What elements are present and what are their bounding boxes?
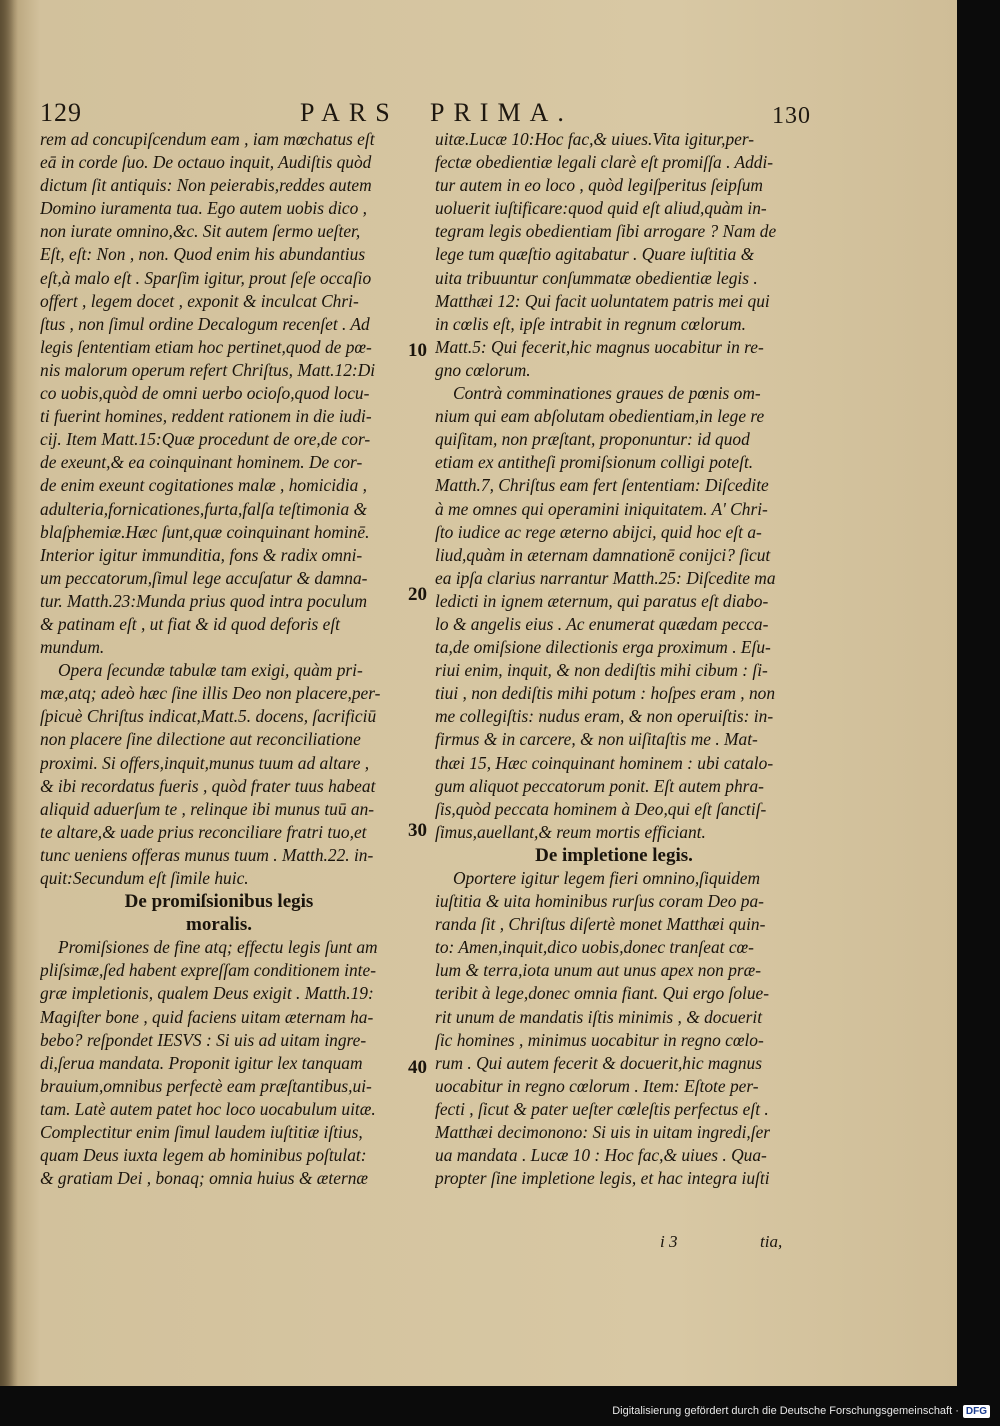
text-line: Domino iuramenta tua. Ego autem uobis dico , [40,198,368,219]
text-line: quam Deus iuxta legem ab hominibus poſtulat: [40,1145,367,1166]
footer-text: Digitalisierung gefördert durch die Deutsche Forschungsgemeinschaft · [612,1405,959,1417]
text-line: etiam ex antitheſi promiſsionum colligi poteſt. [435,452,754,473]
text-line: thæi 15, Hæc coinquinant hominem : ubi catalo- [435,752,774,773]
text-line: græ impletionis, qualem Deus exigit . Matth.19: [40,983,374,1004]
text-line: gum aliquot peccatorum ponit. Eſt autem phra- [435,775,764,796]
text-line: ſimus,auellant,& reum mortis efficiant. [435,821,706,842]
text-line: non iurate omnino,&c. Sit autem ſermo ueſter, [40,221,361,242]
text-line: tur autem in eo loco , quòd legiſperitus ſeipſum [435,175,763,196]
text-line: Matth.7, Chriſtus eam fert ſententiam: Diſcedite [435,475,769,496]
page-number-left: 129 [40,98,82,127]
text-line: uocabitur in regno cœlorum . Item: Eſtote per- [435,1075,759,1096]
text-line: de enim exeunt cogitationes malæ , homicidia , [40,475,367,496]
text-line: tunc ueniens offeras munus tuum . Matth.22. in- [40,844,374,865]
signature-mark: i 3 [660,1232,678,1251]
text-line: mundum. [40,637,105,658]
catchword: tia, [760,1232,783,1251]
left-text-column [40,128,398,1190]
dfg-logo: DFG [963,1405,990,1418]
text-line: bebo? reſpondet IESVS : Si uis ad uitam ingre- [40,1029,367,1050]
text-line: iuſtitia & uita hominibus rurſus coram Deo pa- [435,891,764,912]
running-title-right: PRIMA. [430,98,573,127]
text-line: brauium,omnibus perfectè eam præſtantibus,ui- [40,1075,372,1096]
text-line: randa ſit , Chriſtus diſertè monet Matthæi quin- [435,914,766,935]
text-line: mæ,atq; adeò hæc ſine illis Deo non placere,per- [40,683,381,704]
text-line: um peccatorum,ſimul lege accuſatur & damna- [40,567,368,588]
text-line: à me omnes qui operamini iniquitatem. A' Chri- [435,498,768,519]
text-line: & ibi recordatus fueris , quòd frater tuus habeat [40,775,376,796]
right-text-column [435,128,793,1190]
text-line: ſtus , non ſimul ordine Decalogum recenſet . Ad [40,313,370,334]
running-title-left: PARS [300,98,399,127]
text-line: cij. Item Matt.15:Quæ procedunt de ore,de cor- [40,429,371,450]
text-line: propter ſine impletione legis, et hac integra iuſti [435,1168,770,1189]
text-line: Promiſsiones de fine atq; effectu legis ſunt am [58,937,378,958]
text-line: ta,de omiſsione dilectionis erga proximum . Eſu- [435,637,771,658]
text-line: blaſphemiæ.Hæc ſunt,quæ coinquinant hominē. [40,521,370,542]
text-line: lo & angelis eius . Ac enumerat quædam pecca- [435,613,769,634]
text-line: Opera ſecundæ tabulæ tam exigi, quàm pri- [58,660,363,681]
text-line: de exeunt,& ea coinquinant hominem. De cor- [40,452,363,473]
text-line: rum . Qui autem fecerit & docuerit,hic magnus [435,1052,762,1073]
text-line: ledicti in ignem æternum, qui paratus eſt diabo- [435,590,769,611]
text-line: fectæ obedientiæ legali clarè eſt promiſſa . Addi- [435,152,774,173]
line-number-40: 40 [408,1057,427,1078]
text-line: Matt.5: Qui fecerit,hic magnus uocabitur in re- [435,336,764,357]
text-line: Magiſter bone , quid faciens uitam æternam ha- [40,1006,374,1027]
text-line: Complectitur enim ſimul laudem iuſtitiæ iſtius, [40,1122,363,1143]
text-line: & gratiam Dei , bonaq; omnia huius & æternæ [40,1168,369,1189]
section-heading: De impletione legis. [535,844,693,866]
text-line: tegram legis obedientiam ſibi arrogare ? Nam de [435,221,777,242]
text-line: gno cœlorum. [435,359,531,380]
text-line: in cœlis eſt, ipſe intrabit in regnum cœlorum. [435,313,746,334]
text-line: lege tum quæſtio agitabatur . Quare iuſtitia & [435,244,755,265]
text-line: aliquid aduerſum te , relinque ibi munus tuū an- [40,798,375,819]
text-line: Matthæi decimonono: Si uis in uitam ingredi,ſer [435,1122,771,1143]
page-number-right: 130 [772,103,811,129]
text-line: uita tribuuntur conſummatæ obedientiæ legis . [435,267,758,288]
text-line: nis malorum operum refert Chriſtus, Matt.12:Di [40,359,376,380]
line-number-30: 30 [408,820,427,841]
text-line: eſt,à malo eſt . Sparſim igitur, prout ſeſe occaſio [40,267,372,288]
text-line: & patinam eſt , ut fiat & id quod deforis eſt [40,613,340,634]
text-line: rit unum de mandatis iſtis minimis , & docuerit [435,1006,763,1027]
text-line: non placere ſine dilectione aut reconciliatione [40,729,361,750]
text-line: dictum ſit antiquis: Non peierabis,reddes autem [40,175,372,196]
text-line: tiui , non dediſtis mihi potum : hoſpes eram , non [435,683,776,704]
line-number-10: 10 [408,340,427,361]
text-line: quiſitam, non præſtant, proponuntur: id quod [435,429,750,450]
text-line: liud,quàm in æternam damnationē conijci? ſicut [435,544,771,565]
text-line: fecti , ſicut & pater ueſter cœleſtis perfectus eſt . [435,1098,769,1119]
text-line: uoluerit iuſtificare:quod quid eſt aliud,quàm in- [435,198,767,219]
text-line: Eſt, eſt: Non , non. Quod enim his abundantius [40,244,366,265]
text-line: offert , legem docet , exponit & inculcat Chri- [40,290,359,311]
section-heading: De promiſsionibus legis [124,891,314,913]
text-line: di,ſerua mandata. Proponit igitur lex tanquam [40,1052,363,1073]
text-line: uitæ.Lucæ 10:Hoc fac,& uiues.Vita igitur,per- [435,129,755,149]
text-line: ſis,quòd peccata hominem à Deo,qui eſt ſanctiſ- [435,798,767,819]
text-line: Matthæi 12: Qui facit uoluntatem patris mei qui [435,290,770,311]
text-line: lum & terra,iota unum aut unus apex non præ- [435,960,762,981]
line-number-20: 20 [408,584,427,605]
text-line: Oportere igitur legem fieri omnino,ſiquidem [453,868,761,888]
text-line: tur. Matth.23:Munda prius quod intra poculum [40,590,368,611]
text-line: co uobis,quòd de omni uerbo ocioſo,quod locu- [40,383,370,404]
text-line: ſpicuè Chriſtus indicat,Matt.5. docens, ſacrificiū [40,706,377,727]
text-line: quit:Secundum eſt ſimile huic. [40,868,249,888]
text-line: rem ad concupiſcendum eam , iam mœchatus eſt [40,129,375,149]
text-line: ſto iudice ac rege æterno abijci, quid hoc eſt a- [435,521,762,542]
text-line: legis ſententiam etiam hoc pertinet,quod de pœ- [40,336,372,357]
text-line: adulteria,fornicationes,furta,falſa teſtimonia & [40,498,368,519]
text-line: ti fuerint homines, reddent rationem in die iudi- [40,406,372,427]
text-line: firmus & in carcere, & non uiſitaſtis me . Mat- [435,729,758,750]
text-line: nium qui eam abſolutam obedientiam,in lege re [435,406,765,427]
running-head [40,98,810,128]
text-line: tam. Latè autem patet hoc loco uocabulum uitæ. [40,1098,376,1119]
text-line: pliſsimæ,ſed habent expreſſam conditionem inte- [40,960,376,981]
text-line: ſic homines , minimus uocabitur in regno cœlo- [435,1029,764,1050]
text-line: eā in corde ſuo. De octauo inquit, Audiſtis quòd [40,152,372,173]
section-heading: moralis. [186,914,252,936]
text-line: te altare,& uade prius reconciliare fratri tuo,et [40,821,367,842]
text-line: Interior igitur immunditia, fons & radix omni- [40,544,363,565]
text-line: ea ipſa clarius narrantur Matth.25: Diſcedite ma [435,567,776,588]
text-line: to: Amen,inquit,dico uobis,donec tranſeat cœ- [435,937,754,958]
text-line: Contrà comminationes graues de pœnis om- [453,383,761,404]
text-line: proximi. Si offers,inquit,munus tuum ad altare , [40,752,370,773]
text-line: teribit à lege,donec omnia fiant. Qui ergo ſolue- [435,983,770,1004]
text-line: ua mandata . Lucæ 10 : Hoc fac,& uiues . Qua- [435,1145,767,1166]
digitization-footer [612,1402,990,1420]
text-line: riui enim, inquit, & non dediſtis mihi cibum : ſi- [435,660,768,681]
text-line: me collegiſtis: nudus eram, & non operuiſtis: in- [435,706,774,727]
